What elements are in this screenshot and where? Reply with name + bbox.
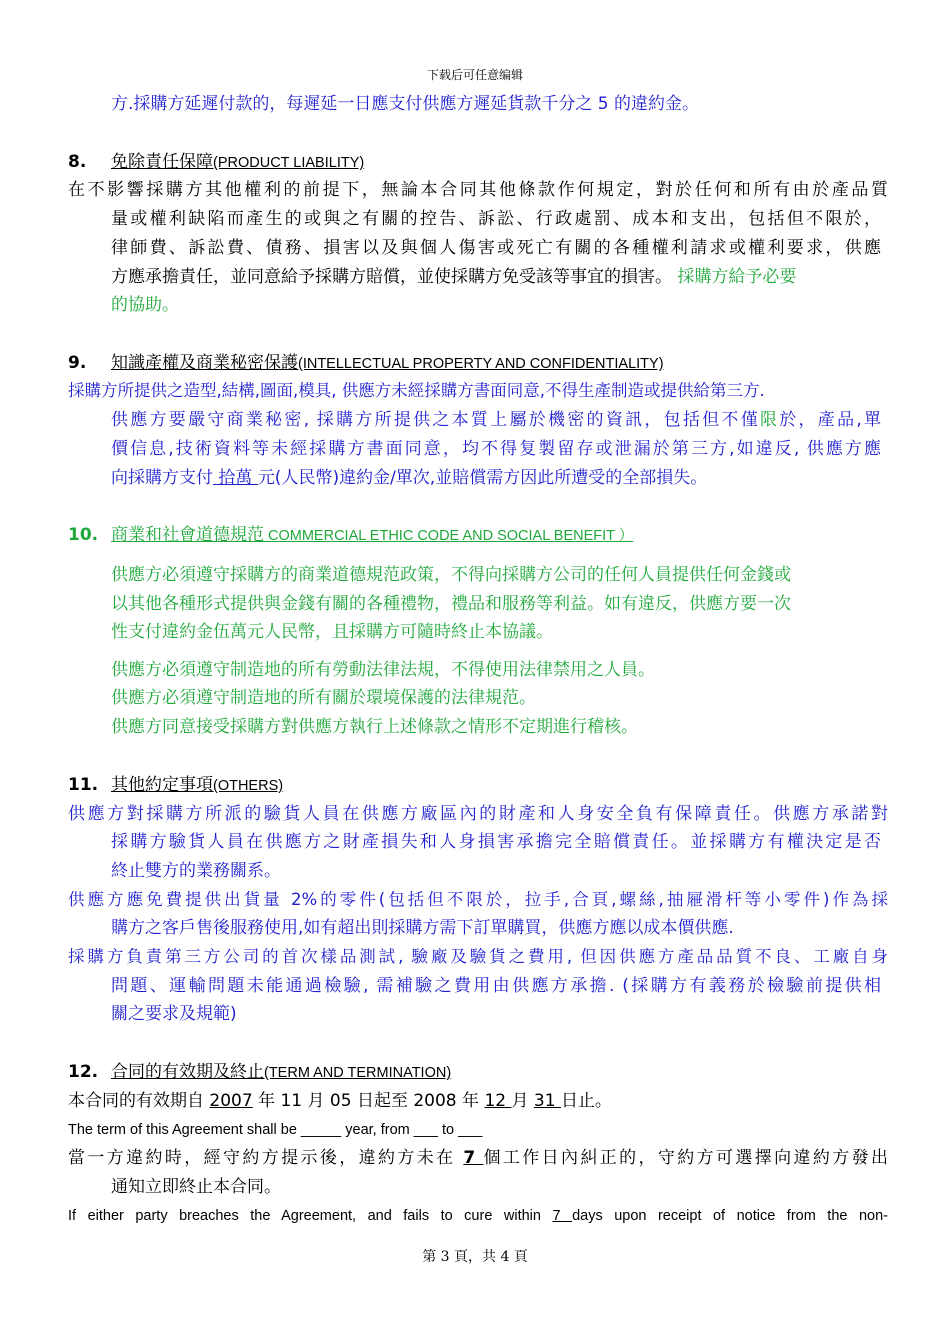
section-10-heading: 10. 商業和社會道德規范 COMMERCIAL ETHIC CODE AND SOCIAL BENEFIT ） — [68, 525, 634, 545]
section-8-heading: 8. 免除責任保障(PRODUCT LIABILITY) — [68, 152, 365, 172]
section-11-heading: 11. 其他約定事項(OTHERS) — [68, 775, 284, 795]
section-12-heading: 12. 合同的有效期及終止(TERM AND TERMINATION) — [68, 1062, 452, 1082]
section-11-line-2: 採購方驗貨人員在供應方之財產損失和人身損害承擔完全賠償責任。並採購方有權決定是否 — [111, 832, 881, 852]
section-12-breach-line: 當一方違約時，經守約方提示後，違約方未在 7 個工作日內糾正的，守約方可選擇向違約方發出 — [68, 1148, 888, 1168]
section-8-line-1: 在不影響採購方其他權利的前提下，無論本合同其他條款作何規定，對於任何和所有由於產品質 — [68, 180, 888, 200]
section-11-title: 其他約定事項(OTHERS) — [111, 775, 284, 795]
section-8-line-5: 的協助。 — [111, 295, 179, 315]
section-12-breach-english: If either party breaches the Agreement, and fails to cure within 7 days upon receipt of notice from the non- — [68, 1208, 888, 1224]
section-11-line-6: 採購方負責第三方公司的首次樣品測試, 驗廠及驗貨之費用, 但因供應方產品品質不良、工廠自身 — [68, 947, 888, 966]
section-9-line-3: 價信息,技術資料等未經採購方書面同意，均不得复製留存或泄漏於第三方,如違反, 供應方應 — [111, 439, 881, 459]
section-11-line-8: 關之要求及規範) — [111, 1004, 237, 1024]
section-12-breach-line-2: 通知立即終止本合同。 — [111, 1177, 281, 1197]
section-11-line-4: 供應方應免費提供出貨量 2%的零件(包括但不限於，拉手,合頁,螺絲,抽屜滑杆等小零件)作為採 — [68, 890, 888, 909]
section-9-line-2: 供應方要嚴守商業秘密, 採購方所提供之本質上屬於機密的資訊，包括但不僅限於，產品,單 — [111, 410, 882, 430]
section-10-line-5: 供應方必須遵守制造地的所有關於環境保護的法律規范。 — [111, 688, 536, 708]
section-9-line-4: 向採購方支付 拾萬 元(人民幣)違約金/單次,並賠償需方因此所遭受的全部損失。 — [111, 468, 708, 488]
section-12-term-line: 本合同的有效期自 2007 年 11 月 05 日起至 2008 年 12 月 31 日止。 — [68, 1091, 612, 1111]
section-12-term-english: The term of this Agreement shall be _____ year, from ___ to ___ — [68, 1122, 483, 1138]
section-9-title: 知識產權及商業秘密保護(INTELLECTUAL PROPERTY AND CONFIDENTIALITY) — [111, 353, 664, 373]
section-10-line-6: 供應方同意接受採購方對供應方執行上述條款之情形不定期進行稽核。 — [111, 717, 638, 737]
page-header: 下载后可任意编辑 — [426, 68, 523, 82]
section-10-line-1: 供應方必須遵守採購方的商業道德規范政策，不得向採購方公司的任何人員提供任何金錢或 — [111, 565, 791, 585]
section-10-line-2: 以其他各種形式提供與金錢有關的各種禮物，禮品和服務等利益。如有違反，供應方要一次 — [111, 594, 791, 614]
section-11-line-5: 購方之客戶售後服務使用,如有超出則採購方需下訂單購買，供應方應以成本價供應. — [111, 918, 734, 938]
section-11-line-3: 終止雙方的業務關系。 — [111, 861, 281, 881]
section-8-title: 免除責任保障(PRODUCT LIABILITY) — [111, 152, 365, 172]
section-9-line-1: 採購方所提供之造型,結構,圖面,模具, 供應方未經採購方書面同意,不得生產制造或提供給第三方. — [68, 381, 765, 400]
section-8-line-4: 方應承擔責任，並同意給予採購方賠償，並使採購方免受該等事宜的損害。 採購方給予必要 — [111, 267, 797, 287]
section-8-line-3: 律師費、訴訟費、債務、損害以及與個人傷害或死亡有關的各種權利請求或權利要求，供應 — [111, 238, 881, 258]
section-10-title: 商業和社會道德規范 COMMERCIAL ETHIC CODE AND SOCIAL BENEFIT ） — [111, 525, 634, 545]
section-12-title: 合同的有效期及終止(TERM AND TERMINATION) — [111, 1062, 452, 1082]
section-11-line-7: 問題、運輸問題未能通過檢驗, 需補驗之費用由供應方承擔. (採購方有義務於檢驗前提供相 — [111, 976, 881, 996]
payment-penalty-line: 方.採購方延遲付款的，每遲延一日應支付供應方遲延貨款千分之 5 的違約金。 — [111, 94, 700, 114]
section-10-line-4: 供應方必須遵守制造地的所有勞動法律法規，不得使用法律禁用之人員。 — [111, 660, 655, 680]
section-8-line-2: 量或權利缺陷而產生的或與之有關的控告、訴訟、行政處罰、成本和支出，包括但不限於， — [111, 209, 881, 229]
section-9-heading: 9. 知識產權及商業秘密保護(INTELLECTUAL PROPERTY AND CONFIDENTIALITY) — [68, 353, 664, 373]
section-10-line-3: 性支付違約金伍萬元人民幣，且採購方可隨時終止本協議。 — [111, 622, 553, 642]
page-footer: 第 3 頁，共 4 頁 — [422, 1249, 528, 1265]
section-11-line-1: 供應方對採購方所派的驗貨人員在供應方廠區內的財產和人身安全負有保障責任。供應方承諾對 — [68, 804, 888, 824]
